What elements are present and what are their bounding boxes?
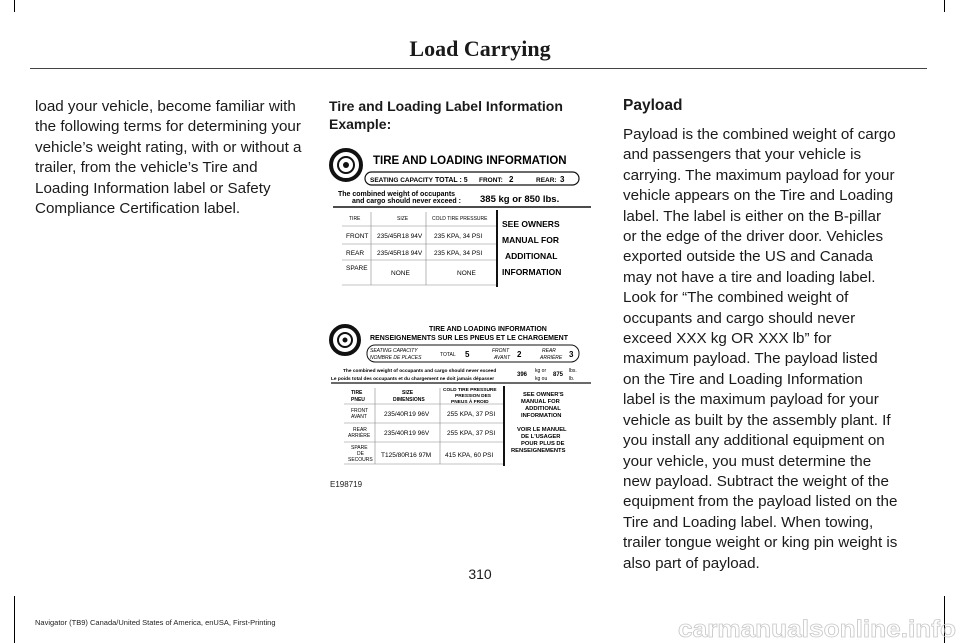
svg-text:875: 875 xyxy=(553,372,564,378)
svg-text:kg ou: kg ou xyxy=(535,376,548,382)
svg-text:AVANT: AVANT xyxy=(351,414,367,420)
front-seating-label: FRONT: xyxy=(479,177,503,184)
svg-text:415 KPA, 60 PSI: 415 KPA, 60 PSI xyxy=(445,452,494,459)
svg-text:ARRIÈRE: ARRIÈRE xyxy=(348,433,371,439)
payload-section xyxy=(623,97,898,574)
row-size: 235/45R18 94V xyxy=(377,250,423,257)
svg-text:2: 2 xyxy=(517,350,522,359)
rear-seating-label: REAR: xyxy=(536,177,557,184)
svg-text:ARRIÈRE: ARRIÈRE xyxy=(540,355,563,361)
combined-weight-en: The combined weight of occupants and cargo should never exceed xyxy=(343,369,497,374)
svg-text:3: 3 xyxy=(569,350,574,359)
svg-text:255 KPA, 37 PSI: 255 KPA, 37 PSI xyxy=(447,411,496,418)
svg-text:NOMBRE DE PLACES: NOMBRE DE PLACES xyxy=(370,355,422,361)
svg-text:SIZE: SIZE xyxy=(402,390,414,396)
svg-text:lb.: lb. xyxy=(569,376,575,382)
payload-heading: Payload xyxy=(623,97,683,114)
header-rule xyxy=(30,68,927,69)
svg-text:235/40R19 96V: 235/40R19 96V xyxy=(384,430,430,437)
svg-text:AVANT: AVANT xyxy=(494,355,511,361)
seating-capacity-label: SEATING CAPACITY xyxy=(370,177,433,184)
svg-text:RENSEIGNEMENTS: RENSEIGNEMENTS xyxy=(511,448,566,454)
combined-weight-value: 385 kg or 850 lbs. xyxy=(480,194,560,205)
tire-loading-label-ca xyxy=(329,318,594,468)
col-tire: TIRE xyxy=(349,216,361,222)
svg-text:PNEUS À FROID: PNEUS À FROID xyxy=(451,400,489,405)
payload-paragraph: Payload is the combined weight of cargo and passengers that your vehicle is carrying. The maximum payload for your vehicle appears on the Tire and Loading label. The label is either on the B-pillar or the edge of the driver door. Vehicles exported outside the US and Canada may not have a tire and loading label. Look for “The combined weight of occupants and cargo should never exceed XXX kg OR XXX lb” for maximum payload. The payload listed on the Tire and Loading Information label is the maximum payload for your vehicle as built by the assembly plant. If you install any additional equipment on your vehicle, you must determine the new payload. Subtract the weight of the equipment from the payload listed on the Tire and Loading label. When towing, trailer tongue weight or king pin weight is also part of payload. xyxy=(623,126,898,572)
svg-text:235/40R19 96V: 235/40R19 96V xyxy=(384,411,430,418)
front-seating-value: 2 xyxy=(509,175,514,184)
label-section-heading: Tire and Loading Label Information Example: xyxy=(329,98,563,132)
label-section xyxy=(329,97,601,133)
page-number: 310 xyxy=(468,566,492,582)
crop-mark xyxy=(14,596,15,643)
svg-text:kg or: kg or xyxy=(535,368,547,374)
page-title: Load Carrying xyxy=(409,36,551,61)
svg-text:COLD TIRE PRESSURE: COLD TIRE PRESSURE xyxy=(443,388,497,393)
tire-table-us xyxy=(342,210,497,287)
rear-seating-value: 3 xyxy=(560,175,565,184)
col-size: SIZE xyxy=(397,216,409,222)
svg-text:SECOURS: SECOURS xyxy=(348,457,373,463)
row-tire: REAR xyxy=(346,250,365,257)
svg-text:INFORMATION: INFORMATION xyxy=(521,413,562,419)
svg-text:FRONT: FRONT xyxy=(351,408,369,414)
see-owners-note-ca xyxy=(511,392,567,454)
figure-id: E198719 xyxy=(330,480,363,489)
footer-text: Navigator (TB9) Canada/United States of America, enUSA, First-Printing xyxy=(35,618,276,627)
svg-text:TIRE: TIRE xyxy=(351,390,363,396)
col-pressure: COLD TIRE PRESSURE xyxy=(432,216,488,222)
see-owners-note-us xyxy=(502,219,561,277)
total-seating: TOTAL : 5 xyxy=(435,177,468,184)
row-pressure: 235 KPA, 34 PSI xyxy=(434,233,483,240)
watermark-logo xyxy=(676,616,958,642)
label-ca-title: TIRE AND LOADING INFORMATION xyxy=(429,326,547,333)
svg-text:lbs.: lbs. xyxy=(569,368,577,374)
watermark-text: carmanualsonline.info xyxy=(678,616,956,642)
svg-text:TOTAL: TOTAL xyxy=(440,352,456,358)
combined-weight-line2: and cargo should never exceed : xyxy=(352,198,461,205)
svg-text:DE: DE xyxy=(357,451,364,457)
svg-text:DIMENSIONS: DIMENSIONS xyxy=(393,397,425,403)
tire-icon xyxy=(331,150,361,180)
svg-text:REAR: REAR xyxy=(542,348,556,354)
svg-text:396: 396 xyxy=(517,372,528,378)
row-size: 235/45R18 94V xyxy=(377,233,423,240)
row-pressure: 235 KPA, 34 PSI xyxy=(434,250,483,257)
svg-text:ADDITIONAL: ADDITIONAL xyxy=(525,406,561,412)
svg-text:DE L'USAGER: DE L'USAGER xyxy=(521,434,561,440)
svg-text:T125/80R16 97M: T125/80R16 97M xyxy=(381,452,432,459)
crop-mark xyxy=(14,0,15,12)
svg-text:FRONT: FRONT xyxy=(492,348,510,354)
svg-text:POUR PLUS DE: POUR PLUS DE xyxy=(521,441,565,447)
tire-table-ca xyxy=(344,386,504,466)
row-size: NONE xyxy=(391,270,410,277)
combined-weight-line1: The combined weight of occupants xyxy=(338,191,456,198)
svg-text:INFORMATION: INFORMATION xyxy=(502,267,562,277)
svg-text:SEE OWNERS: SEE OWNERS xyxy=(502,219,560,229)
svg-text:PNEU: PNEU xyxy=(351,397,365,403)
label-ca-title-fr: RENSEIGNEMENTS SUR LES PNEUS ET LE CHARGEMENT xyxy=(370,335,568,342)
svg-text:PRESSION DES: PRESSION DES xyxy=(455,394,491,399)
svg-text:SEE OWNER'S: SEE OWNER'S xyxy=(523,392,564,398)
crop-mark xyxy=(944,0,945,12)
svg-text:REAR: REAR xyxy=(353,427,367,433)
combined-weight-fr: Le poids total des occupants et du chargement ne doit jamais dépasser xyxy=(331,377,495,382)
svg-text:ADDITIONAL: ADDITIONAL xyxy=(505,251,558,261)
svg-text:SEATING CAPACITY: SEATING CAPACITY xyxy=(370,348,418,354)
row-pressure: NONE xyxy=(457,270,476,277)
svg-text:5: 5 xyxy=(465,350,470,359)
svg-text:VOIR LE MANUEL: VOIR LE MANUEL xyxy=(517,427,567,433)
row-tire: FRONT xyxy=(346,233,369,240)
intro-paragraph: load your vehicle, become familiar with the following terms for determining your vehicle’s weight rating, with or without a trailer, from the vehicle’s Tire and Loading Information label or Safety Compliance Certification label. xyxy=(35,98,302,218)
svg-text:MANUAL FOR: MANUAL FOR xyxy=(521,399,560,405)
svg-text:MANUAL FOR: MANUAL FOR xyxy=(502,235,559,245)
label-us-title: TIRE AND LOADING INFORMATION xyxy=(373,155,567,167)
row-tire: SPARE xyxy=(346,265,368,272)
tire-loading-label-us xyxy=(329,140,594,300)
tire-icon xyxy=(331,326,359,354)
svg-text:255 KPA, 37 PSI: 255 KPA, 37 PSI xyxy=(447,430,496,437)
svg-text:SPARE: SPARE xyxy=(351,445,368,451)
